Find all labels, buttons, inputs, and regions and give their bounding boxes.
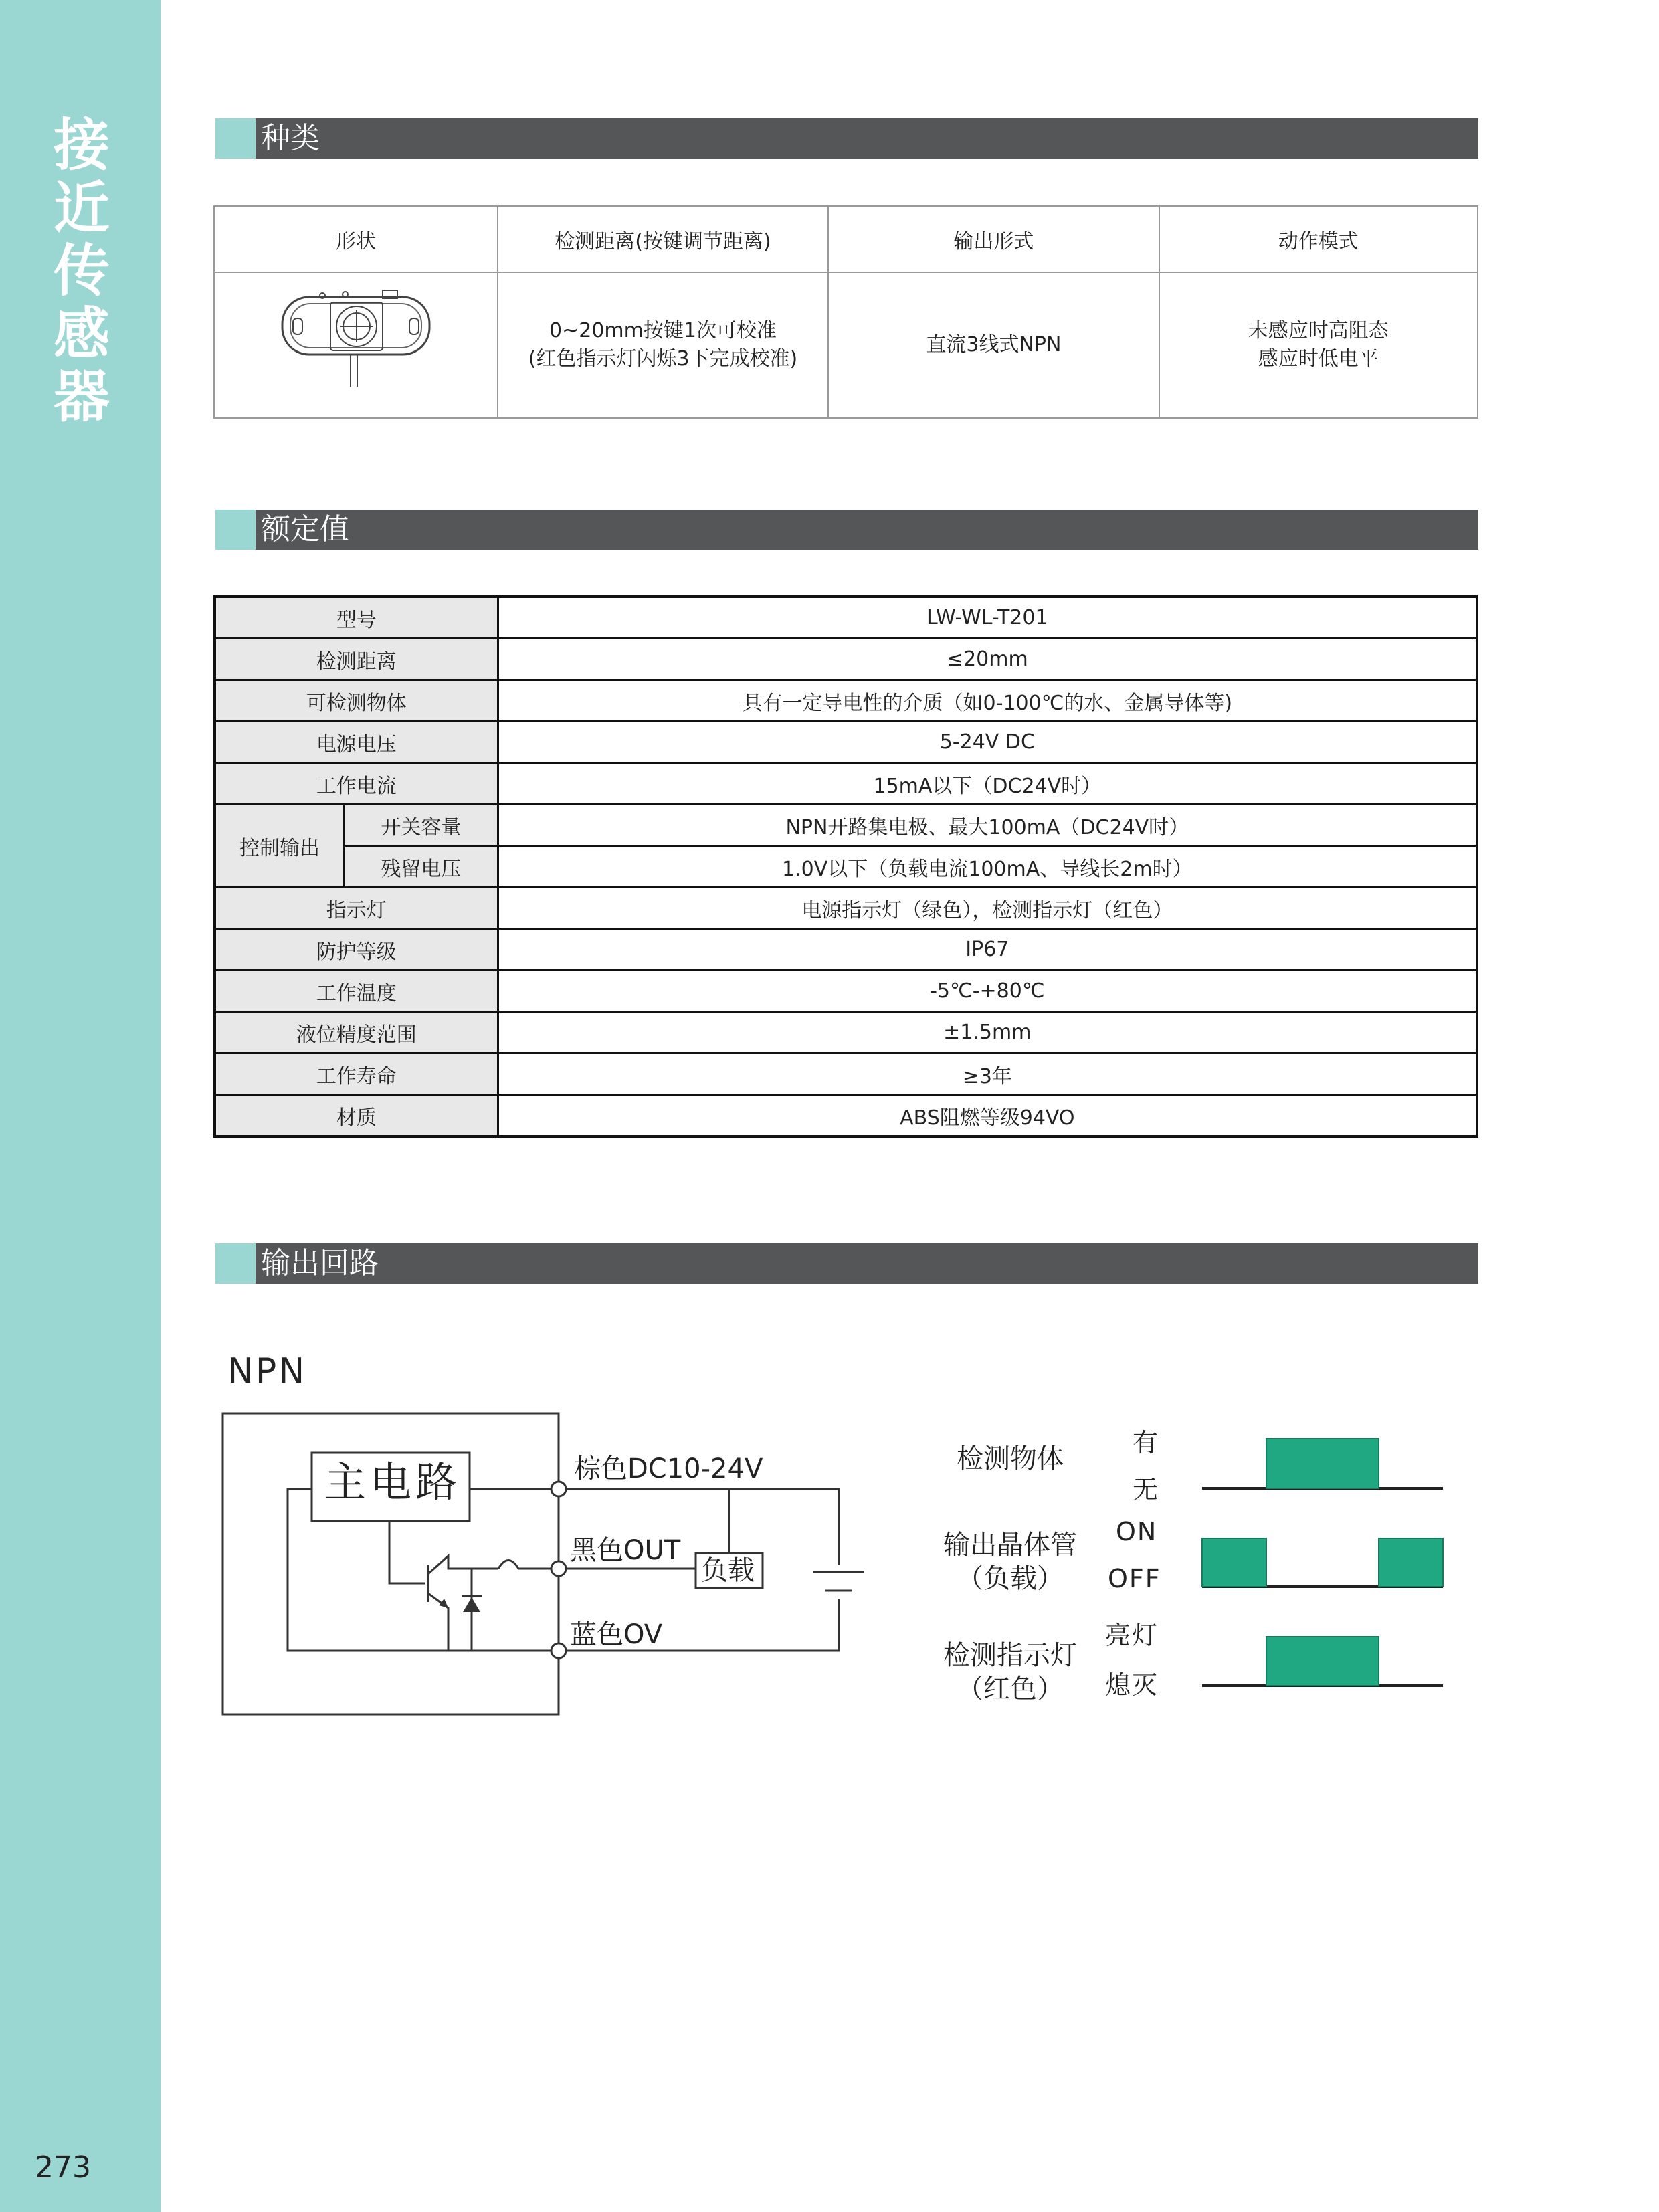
- sidebar-title-char: 器: [53, 364, 110, 429]
- spec-value: ≥3年: [498, 1053, 1477, 1095]
- timing-row-label: [930, 1528, 1090, 1595]
- section-title: 额定值: [261, 512, 349, 546]
- timing-label-line: （负载）: [957, 1563, 1064, 1594]
- spec-value: 具有一定导电性的介质（如0-100℃的水、金属导体等): [498, 680, 1477, 722]
- spec-value: 电源指示灯（绿色），检测指示灯（红色）: [498, 888, 1477, 929]
- section-title: 输出回路: [261, 1246, 379, 1280]
- main-circuit-label: 主电路: [324, 1457, 462, 1506]
- pulse-output-on: [1202, 1538, 1266, 1587]
- pulse-indicator-on: [1266, 1637, 1379, 1686]
- distance-line: (红色指示灯闪烁3下完成校准): [528, 347, 798, 371]
- spec-key-group: 控制输出: [215, 805, 345, 888]
- timing-high-label: ON: [1116, 1517, 1158, 1546]
- spec-value: -5℃-+80℃: [498, 971, 1477, 1012]
- spec-key: 指示灯: [215, 888, 498, 929]
- sidebar-title-char: 感: [53, 301, 110, 367]
- header-cell: 输出形式: [828, 206, 1159, 272]
- mode-line: 未感应时高阻态: [1248, 319, 1389, 342]
- circuit-type-label: NPN: [227, 1351, 307, 1391]
- timing-row-label: [937, 1442, 1084, 1476]
- spec-value: ±1.5mm: [498, 1012, 1477, 1053]
- spec-value: 1.0V以下（负载电流100mA、导线长2m时）: [498, 846, 1477, 888]
- spec-subkey: 开关容量: [345, 805, 498, 846]
- sidebar-title-char: 接: [53, 112, 110, 178]
- spec-key: 电源电压: [215, 722, 498, 763]
- terminal-black: [551, 1561, 566, 1576]
- timing-high-label: 有: [1133, 1428, 1160, 1457]
- spec-value: ABS阻燃等级94VO: [498, 1095, 1477, 1137]
- spec-key: 防护等级: [215, 929, 498, 971]
- terminal-blue: [551, 1643, 566, 1658]
- output-form-cell: 直流3线式NPN: [828, 272, 1159, 418]
- spec-key: 型号: [215, 597, 498, 639]
- spec-key: 检测距离: [215, 639, 498, 680]
- distance-line: 0~20mm按键1次可校准: [549, 319, 777, 342]
- brown-wire-label: 棕色DC10-24V: [574, 1453, 763, 1484]
- header-cell: 动作模式: [1159, 206, 1478, 272]
- spec-key: 工作温度: [215, 971, 498, 1012]
- spec-key: 工作寿命: [215, 1053, 498, 1095]
- terminal-brown: [551, 1482, 566, 1496]
- timing-low-label: OFF: [1108, 1564, 1161, 1593]
- spec-key: 液位精度范围: [215, 1012, 498, 1053]
- timing-label-line: （红色）: [957, 1674, 1064, 1704]
- sidebar-title-char: 近: [53, 175, 110, 241]
- timing-label-line: 输出晶体管: [943, 1530, 1077, 1561]
- section-title: 种类: [261, 121, 320, 155]
- spec-value: NPN开路集电极、最大100mA（DC24V时）: [498, 805, 1477, 846]
- spec-value: 15mA以下（DC24V时）: [498, 763, 1477, 805]
- header-cell: 形状: [214, 206, 498, 272]
- timing-label-line: 检测物体: [957, 1443, 1064, 1474]
- spec-value: LW-WL-T201: [498, 597, 1477, 639]
- timing-high-label: 亮灯: [1105, 1621, 1159, 1650]
- mode-line: 感应时低电平: [1258, 347, 1379, 371]
- black-wire-label: 黑色OUT: [570, 1535, 681, 1566]
- load-label: 负载: [701, 1555, 755, 1586]
- timing-low-label: 熄灭: [1105, 1670, 1159, 1700]
- pulse-detect-object: [1266, 1439, 1379, 1488]
- timing-row-label: [930, 1639, 1090, 1706]
- sidebar-title-char: 传: [53, 238, 110, 304]
- spec-value: IP67: [498, 929, 1477, 971]
- spec-value: ≤20mm: [498, 639, 1477, 680]
- spec-subkey: 残留电压: [345, 846, 498, 888]
- timing-label-line: 检测指示灯: [943, 1640, 1077, 1671]
- spec-value: 5-24V DC: [498, 722, 1477, 763]
- spec-key: 工作电流: [215, 763, 498, 805]
- spec-key: 可检测物体: [215, 680, 498, 722]
- blue-wire-label: 蓝色OV: [570, 1619, 663, 1650]
- spec-key: 材质: [215, 1095, 498, 1137]
- page-number: 273: [35, 2150, 91, 2185]
- header-cell: 检测距离(按键调节距离): [498, 206, 829, 272]
- timing-low-label: 无: [1133, 1475, 1160, 1504]
- pulse-output-on: [1379, 1538, 1443, 1587]
